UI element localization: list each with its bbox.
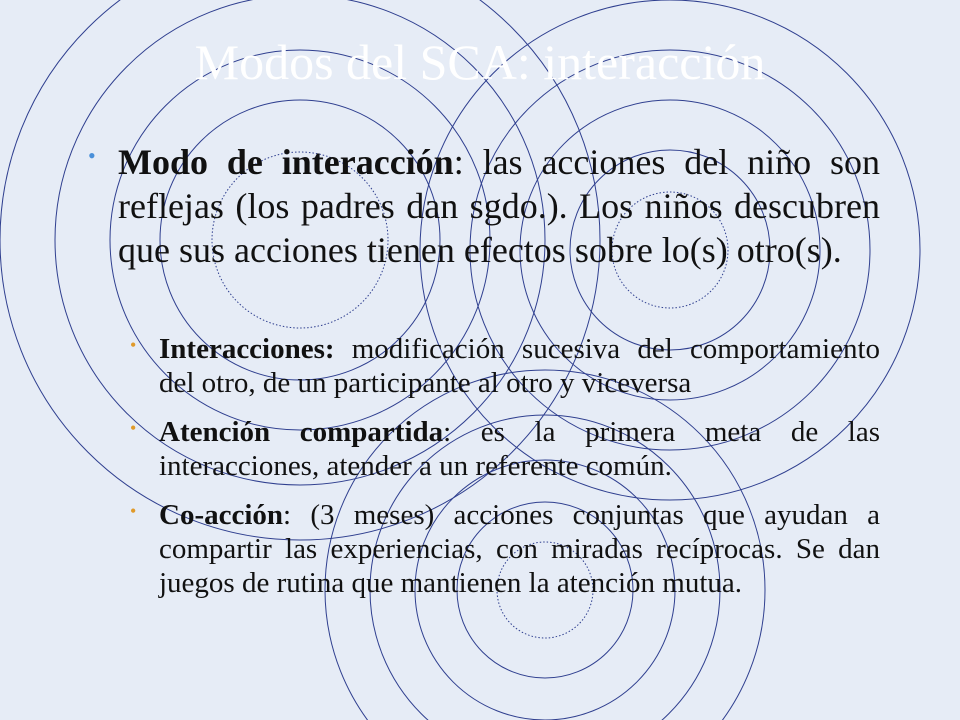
main-bullet-list <box>88 140 880 272</box>
sub-bullet-list <box>130 332 880 615</box>
sub-bullet-term: Atención compartida <box>159 416 444 448</box>
slide-title: Modos del SCA: interacción <box>194 34 766 90</box>
sub-bullet-co-accion <box>130 498 880 600</box>
bullet-dot-icon: • <box>130 335 137 355</box>
sub-bullet-text: modificación sucesiva del comportamiento del otro, de un participante al otro y viceversa <box>159 333 880 399</box>
sub-bullet-text: : es la primera meta de las interacciones, atender a un referente común. <box>159 416 881 482</box>
bullet-dot-icon: • <box>88 143 96 168</box>
sub-bullet-term: Interacciones: <box>159 333 335 365</box>
main-bullet-term: Modo de interacción <box>118 142 454 182</box>
sub-bullet-text: : (3 meses) acciones conjuntas que ayudan a compartir las experiencias, con miradas recíprocas. Se dan juegos de rutina que mantienen la atención mutua. <box>159 499 880 599</box>
bullet-dot-icon: • <box>130 418 137 438</box>
main-bullet-text: : las acciones del niño son reflejas (los padres dan sgdo.). Los niños descubren que sus acciones tienen efectos sobre lo(s) otro(s). <box>118 142 880 270</box>
bullet-dot-icon: • <box>130 501 137 521</box>
sub-bullet-interacciones <box>130 332 880 400</box>
sub-bullet-atencion-compartida <box>130 415 880 483</box>
sub-bullet-term: Co-acción <box>159 499 284 531</box>
main-bullet <box>88 140 880 272</box>
